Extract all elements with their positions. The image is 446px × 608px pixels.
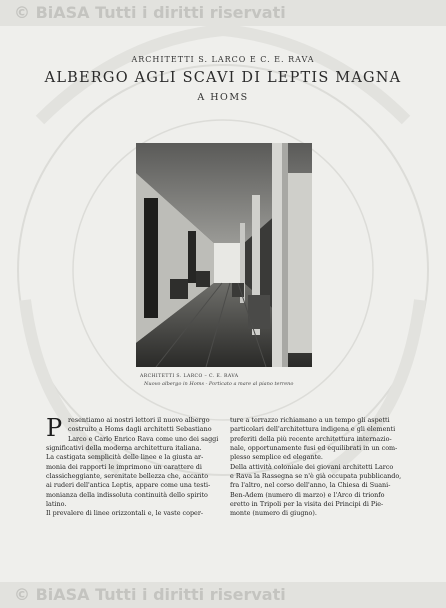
watermark-text: © BiASA Tutti i diritti riservati — [14, 585, 286, 604]
text-line: preferiti della più recente architettura internazio- — [230, 434, 392, 443]
text-line: La castigata semplicità delle linee e la giusta ar- — [46, 453, 204, 462]
text-line: e Rava la Rassegna se n'è già occupata pubblicando, — [230, 472, 402, 481]
text-line: monia dei rapporti le imprimono un carattere di — [46, 462, 202, 471]
photo-caption-credit: ARCHITETTI S. LARCO – C. E. RAVA — [140, 374, 239, 379]
text-line: latino. — [46, 500, 67, 509]
text-line: resentiamo ai nostri lettori il nuovo albergo — [68, 416, 210, 424]
text-column-left — [46, 416, 220, 519]
text-line: costruito a Homs dagli architetti Sebastiano — [68, 425, 212, 434]
text-line: ai ruderi dell'antica Leptis, appare come una testi- — [46, 481, 211, 490]
watermark-text: © BiASA Tutti i diritti riservati — [14, 3, 286, 22]
article-subtitle: A HOMS — [197, 92, 249, 103]
text-line: classicheggiante, serenitate bellezza che, accanto — [46, 472, 209, 481]
photo-caption-description: Nuovo albergo in Homs - Porticato a mare al piano terreno — [144, 381, 294, 387]
text-line: plesso semplice ed elegante. — [230, 453, 323, 462]
text-column-right — [230, 416, 404, 519]
watermark-banner-top — [0, 0, 446, 26]
text-line: ture a terrazzo richiamano a un tempo gli aspetti — [230, 416, 390, 424]
hotel-portico-photo — [136, 143, 312, 367]
text-line: Della attività coloniale dei giovani architetti Larco — [230, 462, 394, 471]
text-line: monte (numero di giugno). — [230, 509, 317, 518]
text-line: nale, opportunamente fusi ed equilibrati in un com- — [230, 444, 398, 453]
architects-line: ARCHITETTI S. LARCO E C. E. RAVA — [131, 55, 315, 64]
text-line: Il prevalere di linee orizzontali e, le vaste coper- — [46, 509, 204, 518]
article-title: ALBERGO AGLI SCAVI DI LEPTIS MAGNA — [44, 70, 402, 86]
text-line: fra l'altro, nel corso dell'anno, la Chiesa di Suani- — [230, 481, 391, 490]
text-line: Larco e Carlo Enrico Rava come uno dei saggi — [68, 434, 219, 443]
text-line: eretto in Tripoli per la visita dei Principi di Pie- — [230, 500, 384, 509]
text-line: particolari dell'architettura indigena e gli elementi — [230, 425, 396, 434]
text-line: monianza della indissoluta continuità dello spirito — [46, 490, 208, 499]
text-line: significativi della moderna architettura italiana. — [46, 444, 202, 453]
text-line: Ben-Adem (numero di marzo) e l'Arco di trionfo — [230, 490, 385, 499]
watermark-banner-bottom — [0, 582, 446, 608]
drop-cap: P — [46, 414, 63, 442]
